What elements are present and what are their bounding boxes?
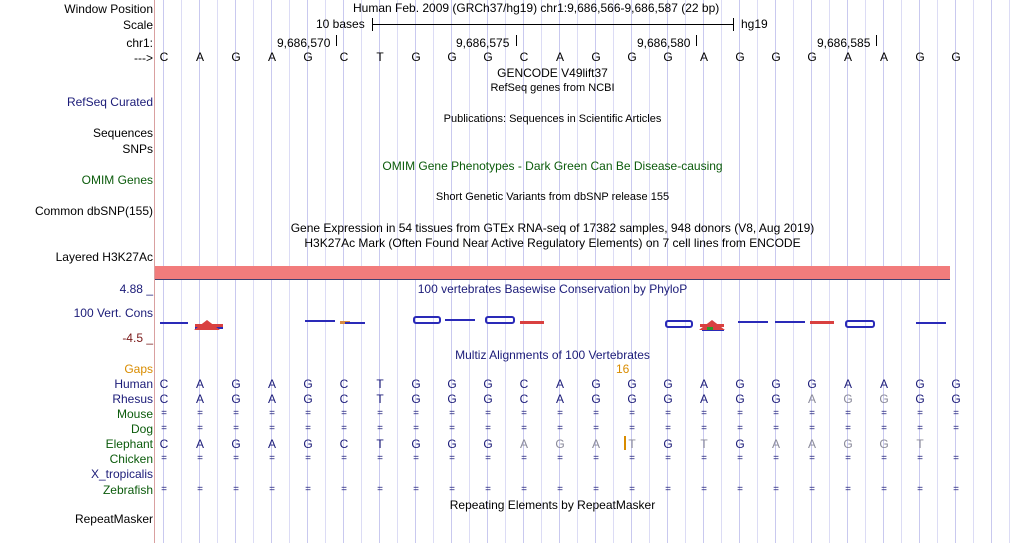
alignment-base: = [485,423,491,434]
alignment-base: = [557,484,563,495]
alignment-base: = [305,408,311,419]
publications-track-title[interactable]: Publications: Sequences in Scientific Articles [443,113,662,125]
alignment-base: = [773,408,779,419]
alignment-base: = [629,484,635,495]
refseq-track-title[interactable]: RefSeq genes from NCBI [490,82,615,94]
reference-base: C [159,50,169,64]
reference-base: A [879,50,888,64]
alignment-base: G [555,437,565,451]
reference-base: G [591,50,601,64]
gap-count: 16 [616,362,630,376]
species-label[interactable]: Elephant [105,437,153,451]
scale-bar [372,24,733,25]
alignment-base: = [269,423,275,434]
alignment-base: G [231,437,241,451]
gtex-track-title[interactable]: Gene Expression in 54 tissues from GTEx RNA-seq of 17382 samples, 948 donors (V8, Aug 2019) [290,221,815,235]
phylop-peak-1 [192,318,222,332]
alignment-base: A [555,392,564,406]
alignment-base: = [485,484,491,495]
alignment-base: = [737,484,743,495]
alignment-base: C [159,377,169,391]
grid-line [973,0,974,543]
alignment-base: = [845,453,851,464]
omim-track-label[interactable]: OMIM Genes [81,173,153,187]
alignment-base: G [663,392,673,406]
alignment-base: = [593,453,599,464]
reference-base: G [771,50,781,64]
alignment-base: G [843,437,853,451]
species-label[interactable]: Rhesus [112,392,153,406]
alignment-base: G [807,377,817,391]
chrom-label: chr1: [126,36,153,50]
alignment-base: = [161,408,167,419]
alignment-base: G [915,392,925,406]
alignment-base: = [953,408,959,419]
alignment-base: G [231,392,241,406]
gencode-track-title[interactable]: GENCODE V49lift37 [497,66,608,80]
alignment-base: = [233,453,239,464]
alignment-base: G [627,392,637,406]
alignment-base: = [197,453,203,464]
alignment-base: = [701,423,707,434]
alignment-base: = [953,423,959,434]
alignment-base: A [771,437,780,451]
alignment-base: G [411,377,421,391]
h3k27-track-title[interactable]: H3K27Ac Mark (Often Found Near Active Regulatory Elements) on 7 cell lines from ENCODE [304,236,801,250]
alignment-base: = [629,408,635,419]
alignment-base: = [917,453,923,464]
species-label[interactable]: X_tropicalis [90,467,153,481]
alignment-base: = [917,408,923,419]
reference-base: A [699,50,708,64]
alignment-base: = [665,423,671,434]
phylop-min-label: -4.5 _ [122,331,153,345]
alignment-base: = [629,453,635,464]
alignment-base: A [807,437,816,451]
alignment-base: = [341,423,347,434]
alignment-base: G [447,437,457,451]
alignment-base: = [809,484,815,495]
alignment-base: G [771,392,781,406]
alignment-base: = [809,453,815,464]
alignment-base: = [521,423,527,434]
reference-base: G [303,50,313,64]
alignment-base: = [665,484,671,495]
coord-tick [876,35,877,46]
coord-label: 9,686,580 [637,36,691,50]
alignment-base: = [485,408,491,419]
alignment-base: C [159,437,169,451]
alignment-base: = [161,453,167,464]
alignment-base: T [916,437,924,451]
alignment-base: A [879,377,888,391]
snps-track-label[interactable]: SNPs [122,142,153,156]
alignment-base: = [737,423,743,434]
alignment-base: = [917,423,923,434]
alignment-base: = [521,453,527,464]
alignment-base: G [879,437,889,451]
alignment-base: = [305,423,311,434]
alignment-base: G [447,392,457,406]
refseq-track-label[interactable]: RefSeq Curated [66,95,153,109]
reference-base: A [195,50,204,64]
alignment-base: = [197,484,203,495]
alignment-base: = [161,484,167,495]
alignment-base: = [773,453,779,464]
alignment-base: G [735,392,745,406]
multiz-track-title[interactable]: Multiz Alignments of 100 Vertebrates [455,348,650,362]
coord-label: 9,686,575 [456,36,510,50]
alignment-base: = [881,423,887,434]
species-label[interactable]: Zebrafish [102,483,153,497]
species-label[interactable]: Dog [130,422,153,436]
alignment-base: A [195,392,204,406]
alignment-base: = [881,453,887,464]
coord-tick [516,35,517,46]
scale-assembly: hg19 [741,17,768,31]
alignment-base: = [377,484,383,495]
reference-base: C [519,50,529,64]
scale-text: 10 bases [316,17,365,31]
alignment-base: G [411,392,421,406]
alignment-base: = [701,408,707,419]
alignment-base: T [376,437,384,451]
alignment-base: = [377,423,383,434]
alignment-base: A [699,377,708,391]
reference-base: G [447,50,457,64]
gtex-expression-bar[interactable] [155,266,950,279]
cons-track-label[interactable]: 100 Vert. Cons [73,306,153,320]
alignment-base: = [557,453,563,464]
reference-base: G [231,50,241,64]
alignment-base: = [305,484,311,495]
alignment-base: = [233,423,239,434]
alignment-base: = [953,453,959,464]
alignment-base: A [267,392,276,406]
reference-base: G [663,50,673,64]
alignment-base: T [376,392,384,406]
alignment-base: = [341,484,347,495]
alignment-base: = [881,408,887,419]
alignment-base: = [449,408,455,419]
alignment-base: = [845,423,851,434]
repeatmasker-track-title[interactable]: Repeating Elements by RepeatMasker [449,498,656,512]
window-position-label: Window Position [64,2,153,16]
alignment-base: = [341,408,347,419]
alignment-base: = [269,408,275,419]
scale-bar-left-cap [372,18,373,31]
coord-tick [336,35,337,46]
coord-label: 9,686,585 [817,36,871,50]
reference-base: G [915,50,925,64]
alignment-base: C [159,392,169,406]
strand-label: ---> [134,51,153,65]
alignment-base: A [843,377,852,391]
alignment-base: = [197,423,203,434]
alignment-base: = [953,484,959,495]
alignment-base: A [807,392,816,406]
alignment-base: A [699,392,708,406]
alignment-base: A [195,437,204,451]
alignment-base: = [233,484,239,495]
alignment-base: = [773,484,779,495]
alignment-base: C [519,377,529,391]
alignment-base: = [557,408,563,419]
reference-base: A [555,50,564,64]
alignment-base: = [665,453,671,464]
alignment-base: = [485,453,491,464]
scale-bar-right-cap [733,18,734,31]
alignment-base: = [701,453,707,464]
alignment-base: G [231,377,241,391]
alignment-base: G [879,392,889,406]
alignment-base: = [413,423,419,434]
alignment-base: = [269,453,275,464]
alignment-base: A [267,437,276,451]
alignment-base: G [843,392,853,406]
alignment-base: = [449,484,455,495]
alignment-base: G [663,377,673,391]
alignment-base: T [700,437,708,451]
phylop-peak-2 [697,318,727,332]
alignment-base: = [665,408,671,419]
reference-base: A [267,50,276,64]
species-label[interactable]: Chicken [109,452,153,466]
species-label[interactable]: Mouse [116,407,153,421]
alignment-base: = [809,408,815,419]
dbsnp-track-title[interactable]: Short Genetic Variants from dbSNP release 155 [435,191,670,203]
alignment-base: = [413,408,419,419]
alignment-base: = [737,453,743,464]
reference-base: G [627,50,637,64]
alignment-base: G [447,377,457,391]
alignment-base: G [591,392,601,406]
alignment-base: = [449,423,455,434]
alignment-base: = [341,453,347,464]
alignment-base: = [413,453,419,464]
alignment-base: G [483,392,493,406]
alignment-base: G [591,377,601,391]
reference-base: G [951,50,961,64]
alignment-base: = [521,484,527,495]
reference-base: A [843,50,852,64]
phylop-track-title[interactable]: 100 vertebrates Basewise Conservation by PhyloP [417,282,688,296]
gaps-label: Gaps [124,362,153,376]
alignment-base: G [735,437,745,451]
alignment-base: G [303,377,313,391]
reference-base: C [339,50,349,64]
alignment-base: = [701,484,707,495]
alignment-base: = [881,484,887,495]
alignment-base: G [771,377,781,391]
alignment-base: = [737,408,743,419]
alignment-base: = [809,423,815,434]
alignment-base: G [303,437,313,451]
alignment-base: G [483,377,493,391]
omim-track-title[interactable]: OMIM Gene Phenotypes - Dark Green Can Be Disease-causing [382,159,723,173]
alignment-base: = [845,408,851,419]
alignment-base: C [339,392,349,406]
alignment-base: = [269,484,275,495]
alignment-base: T [376,377,384,391]
alignment-base: A [591,437,600,451]
alignment-base: A [519,437,528,451]
alignment-base: = [305,453,311,464]
alignment-base: = [233,408,239,419]
reference-base: G [807,50,817,64]
dbsnp-track-label[interactable]: Common dbSNP(155) [34,204,153,218]
alignment-base: T [628,437,636,451]
repeatmasker-track-label[interactable]: RepeatMasker [74,512,153,526]
alignment-base: = [845,484,851,495]
species-label[interactable]: Human [114,377,153,391]
alignment-base: = [593,484,599,495]
scale-label: Scale [122,18,153,32]
alignment-base: G [483,437,493,451]
alignment-base: A [195,377,204,391]
alignment-base: = [197,408,203,419]
alignment-base: G [951,392,961,406]
window-position-value: Human Feb. 2009 (GRCh37/hg19) chr1:9,686,566-9,686,587 (22 bp) [353,1,720,15]
alignment-base: = [413,484,419,495]
alignment-base: = [557,423,563,434]
alignment-base: C [339,377,349,391]
reference-base: T [376,50,384,64]
alignment-base: = [449,453,455,464]
phylop-max-label: 4.88 _ [119,282,153,296]
alignment-base: = [593,408,599,419]
alignment-base: C [339,437,349,451]
alignment-base: G [303,392,313,406]
alignment-base: = [773,423,779,434]
alignment-base: G [915,377,925,391]
alignment-base: = [593,423,599,434]
reference-base: G [411,50,421,64]
h3k27-track-label[interactable]: Layered H3K27Ac [55,250,153,264]
alignment-base: G [411,437,421,451]
alignment-base: G [663,437,673,451]
alignment-base: = [521,408,527,419]
coord-label: 9,686,570 [277,36,331,50]
alignment-base: A [267,377,276,391]
alignment-base: G [627,377,637,391]
alignment-base: = [377,408,383,419]
alignment-base: = [377,453,383,464]
coord-tick [696,35,697,46]
alignment-base: = [629,423,635,434]
alignment-base: = [161,423,167,434]
grid-line [991,0,992,543]
gap-marker [624,436,626,450]
alignment-base: A [555,377,564,391]
reference-base: G [483,50,493,64]
alignment-base: G [735,377,745,391]
reference-base: G [735,50,745,64]
h3k27-signal-line [155,279,950,280]
alignment-base: G [951,377,961,391]
sequences-track-label[interactable]: Sequences [92,126,153,140]
alignment-base: C [519,392,529,406]
alignment-base: = [917,484,923,495]
